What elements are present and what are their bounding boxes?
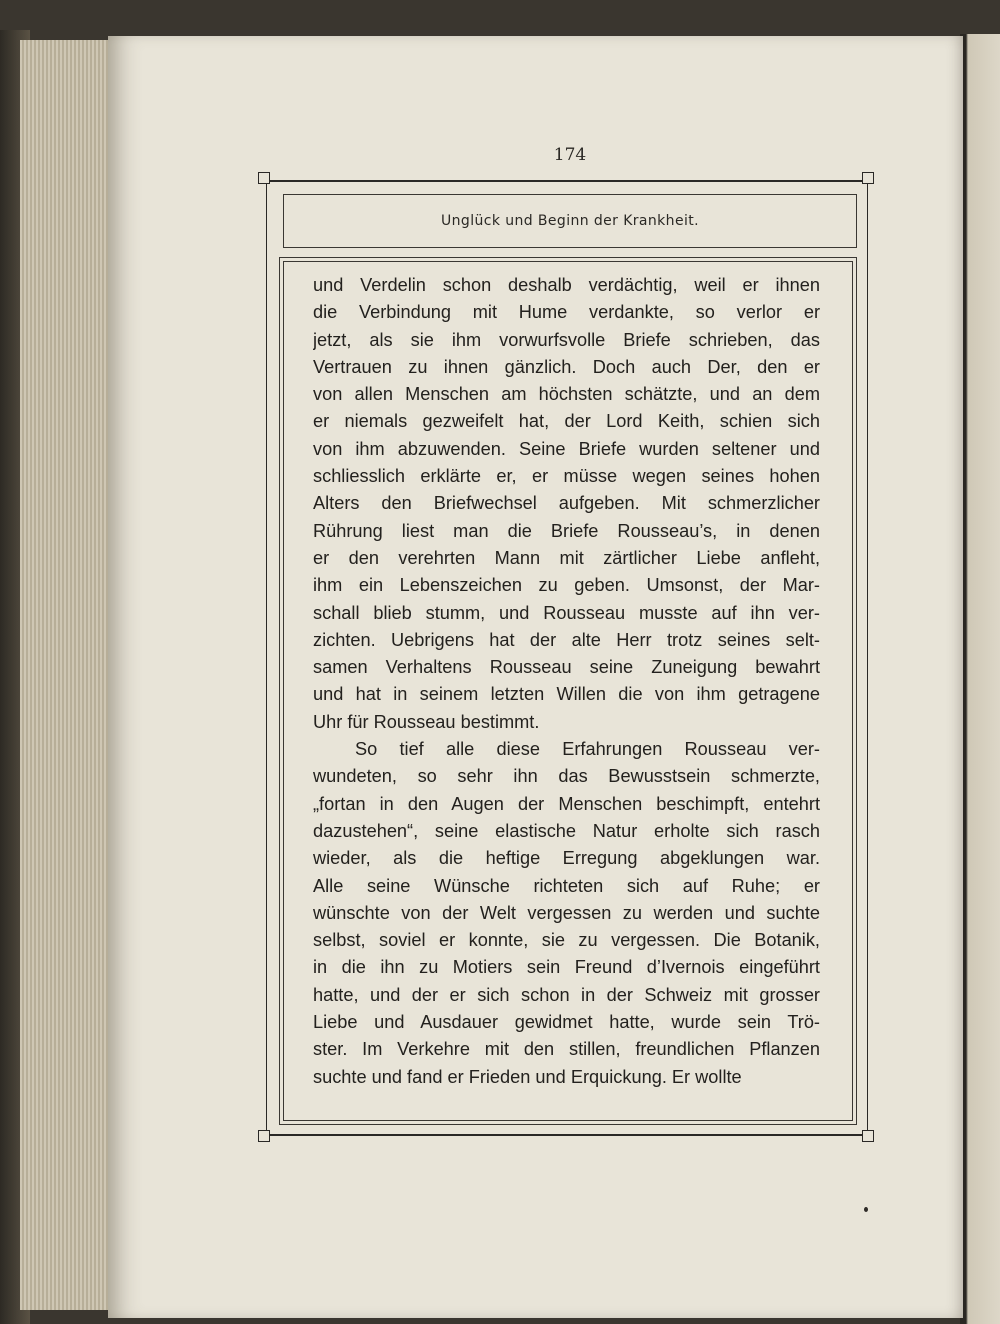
text-line: samen Verhaltens Rousseau seine Zuneigung bewahrt	[313, 657, 820, 678]
ink-speck	[864, 1207, 868, 1212]
text-line: Uhr für Rousseau bestimmt.	[313, 711, 540, 732]
body-text	[313, 272, 820, 1091]
text-line: von ihm abzuwenden. Seine Briefe wurden seltener und	[313, 438, 820, 459]
text-line: er den verehrten Mann mit zärtlicher Liebe anfleht,	[313, 547, 820, 568]
text-line: schliesslich erklärte er, er müsse wegen seines hohen	[313, 466, 820, 487]
text-line: So tief alle diese Erfahrungen Rousseau ver-	[355, 739, 820, 760]
text-line: von allen Menschen am höchsten schätzte, und an dem	[313, 384, 820, 405]
text-line: hatte, und der er sich schon in der Schweiz mit grosser	[313, 984, 820, 1005]
text-line: „fortan in den Augen der Menschen beschimpft, entehrt	[313, 793, 820, 814]
frame-corner-bottom-right	[862, 1130, 874, 1142]
text-line: in die ihn zu Motiers sein Freund d’Ivernois eingeführt	[313, 957, 820, 978]
page-number: 174	[553, 145, 587, 165]
text-line: dazustehen“, seine elastische Natur erholte sich rasch	[313, 820, 820, 841]
text-line: wünschte von der Welt vergessen zu werden und suchte	[313, 902, 820, 923]
running-head: Unglück und Beginn der Krankheit.	[440, 213, 699, 229]
frame-corner-top-right	[862, 172, 874, 184]
text-line: Alters den Briefwechsel aufgeben. Mit schmerzlicher	[313, 493, 820, 514]
text-line: Alle seine Wünsche richteten sich auf Ruhe; er	[313, 875, 820, 896]
text-line: und hat in seinem letzten Willen die von ihm getragene	[313, 684, 820, 705]
text-line: Rührung liest man die Briefe Rousseau’s, in denen	[313, 520, 820, 541]
text-line: und Verdelin schon deshalb verdächtig, weil er ihnen	[313, 275, 820, 295]
frame-corner-bottom-left	[258, 1130, 270, 1142]
text-line: er niemals gezweifelt hat, der Lord Keith, schien sich	[313, 411, 820, 432]
text-line: Vertrauen zu ihnen gänzlich. Doch auch Der, den er	[313, 356, 820, 377]
text-line: selbst, soviel er konnte, sie zu vergessen. Die Botanik,	[313, 930, 820, 951]
text-line: jetzt, als sie ihm vorwurfsvolle Briefe schrieben, das	[313, 329, 820, 350]
frame-corner-top-left	[258, 172, 270, 184]
text-line: ster. Im Verkehre mit den stillen, freundlichen Pflanzen	[313, 1039, 820, 1060]
text-line: zichten. Uebrigens hat der alte Herr trotz seines selt-	[313, 629, 820, 650]
facing-page-edge	[960, 34, 1000, 1324]
running-head-box	[283, 194, 857, 248]
text-line: suchte und fand er Frieden und Erquickung. Er wollte	[313, 1066, 742, 1087]
text-line: Liebe und Ausdauer gewidmet hatte, wurde sein Trö-	[313, 1012, 820, 1033]
text-line: die Verbindung mit Hume verdankte, so verlor er	[313, 302, 820, 323]
text-line: wieder, als die heftige Erregung abgeklungen war.	[313, 848, 820, 869]
text-line: schall blieb stumm, und Rousseau musste auf ihn ver-	[313, 602, 820, 623]
text-line: wundeten, so sehr ihn das Bewusstsein schmerzte,	[313, 766, 820, 787]
text-line: ihm ein Lebenszeichen zu geben. Umsonst, der Mar-	[313, 575, 820, 596]
